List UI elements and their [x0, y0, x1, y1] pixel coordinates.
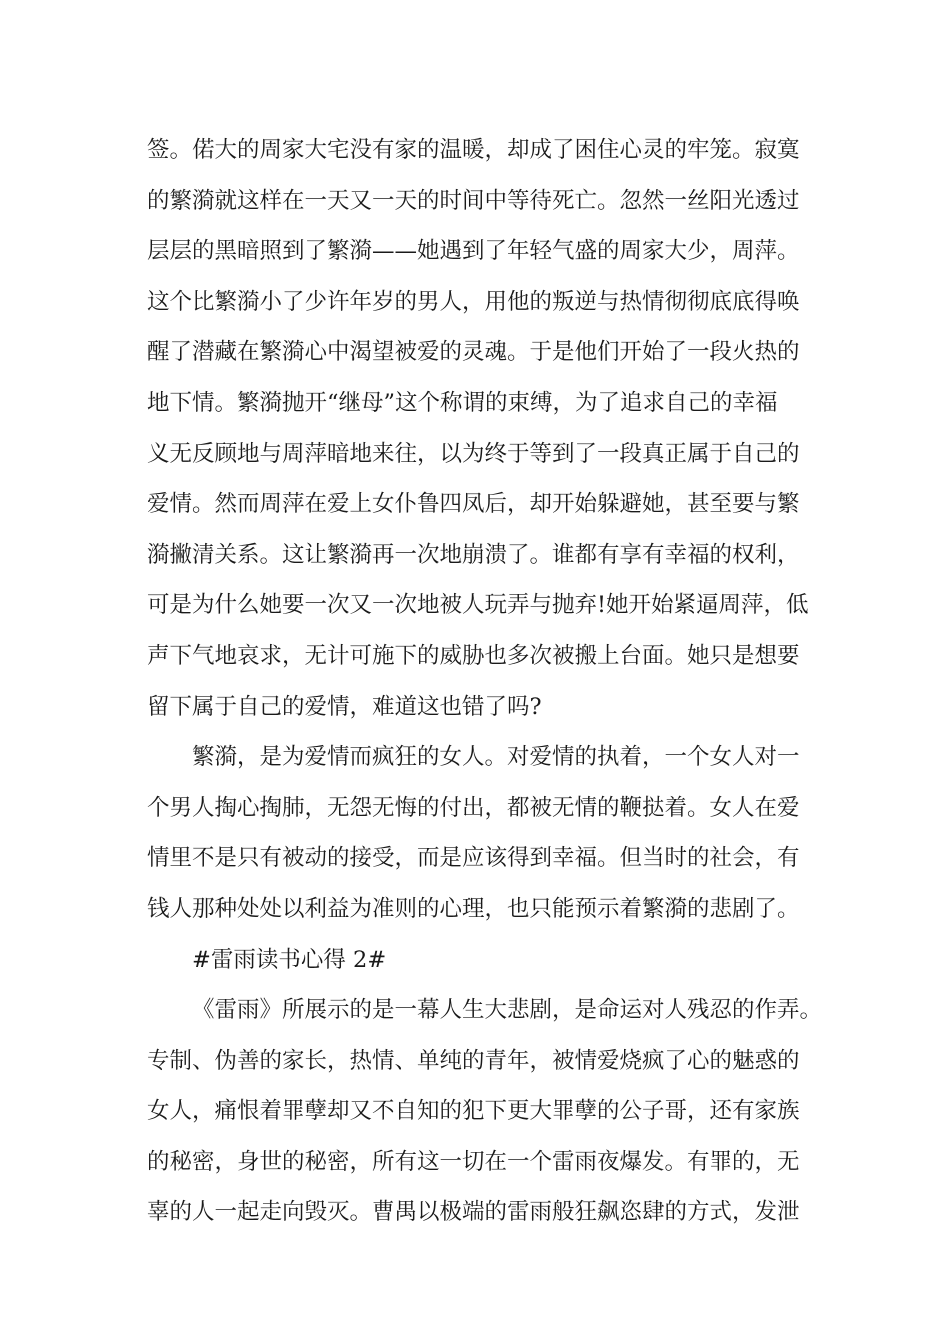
- paragraph-start-line: 《雷雨》所展示的是一幕人生大悲剧，是命运对人残忍的作弄。: [192, 997, 823, 1024]
- text-line: 层层的黑暗照到了繁漪——她遇到了年轻气盛的周家大少，周萍。: [147, 238, 800, 265]
- text-line: 可是为什么她要一次又一次地被人玩弄与抛弃!她开始紧逼周萍，低: [147, 592, 809, 619]
- paragraph-start-line: 繁漪，是为爱情而疯狂的女人。对爱情的执着，一个女人对一: [192, 744, 800, 771]
- text-line: 情里不是只有被动的接受，而是应该得到幸福。但当时的社会，有: [147, 845, 800, 872]
- text-line: 女人，痛恨着罪孽却又不自知的犯下更大罪孽的公子哥，还有家族: [147, 1098, 800, 1125]
- text-line: 签。偌大的周家大宅没有家的温暖，却成了困住心灵的牢笼。寂寞: [147, 137, 800, 163]
- document-body: [147, 128, 827, 1241]
- text-line: 的繁漪就这样在一天又一天的时间中等待死亡。忽然一丝阳光透过: [147, 187, 800, 214]
- text-line: 地下情。繁漪抛开“继母”这个称谓的束缚，为了追求自己的幸福: [147, 389, 778, 416]
- text-line: 醒了潜藏在繁漪心中渴望被爱的灵魂。于是他们开始了一段火热的: [147, 339, 800, 366]
- section-heading: #雷雨读书心得 2#: [192, 946, 387, 973]
- text-line: 的秘密，身世的秘密，所有这一切在一个雷雨夜爆发。有罪的，无: [147, 1148, 800, 1175]
- text-line: 辜的人一起走向毁灭。曹禺以极端的雷雨般狂飙恣肆的方式，发泄: [147, 1199, 800, 1226]
- text-line: 这个比繁漪小了少许年岁的男人，用他的叛逆与热情彻彻底底得唤: [147, 288, 800, 315]
- text-line: 钱人那种处处以利益为准则的心理，也只能预示着繁漪的悲剧了。: [147, 895, 800, 922]
- text-line: 声下气地哀求，无计可施下的威胁也多次被搬上台面。她只是想要: [147, 642, 800, 669]
- text-line: 义无反顾地与周萍暗地来往，以为终于等到了一段真正属于自己的: [147, 440, 800, 467]
- text-line: 专制、伪善的家长，热情、单纯的青年，被情爱烧疯了心的魅惑的: [147, 1047, 800, 1074]
- text-line: 留下属于自己的爱情，难道这也错了吗?: [147, 693, 542, 720]
- text-line: 个男人掏心掏肺，无怨无悔的付出，都被无情的鞭挞着。女人在爱: [147, 794, 800, 821]
- text-line: 爱情。然而周萍在爱上女仆鲁四凤后，却开始躲避她，甚至要与繁: [147, 491, 800, 518]
- text-line: 漪撇清关系。这让繁漪再一次地崩溃了。谁都有享有幸福的权利，: [147, 541, 800, 568]
